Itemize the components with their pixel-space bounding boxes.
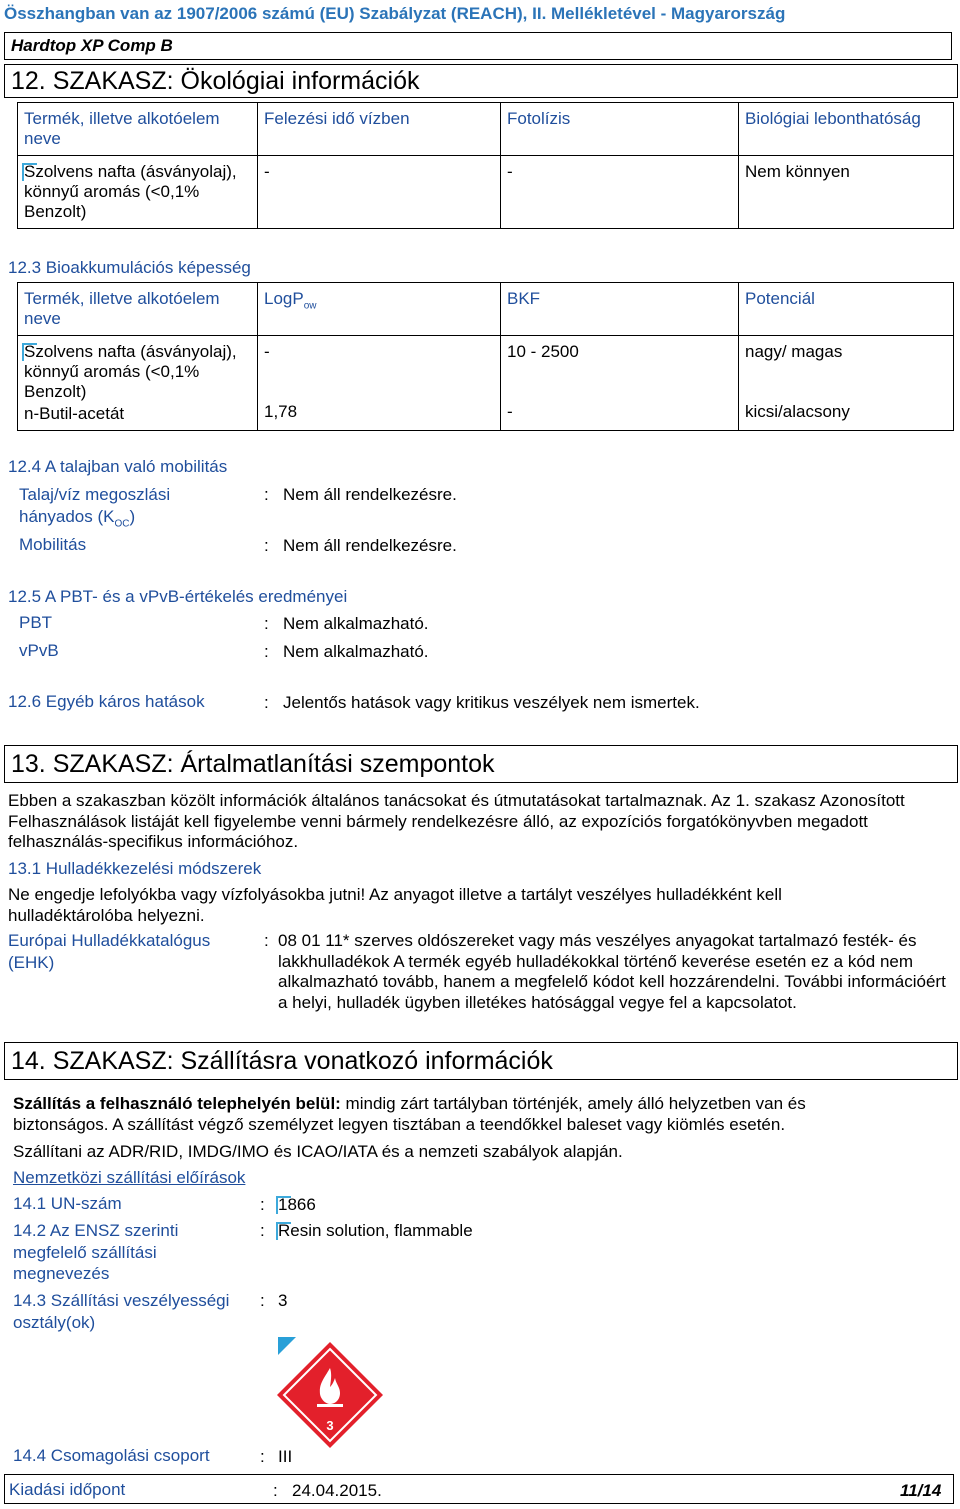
header-cell xyxy=(258,283,501,336)
potential-value: nagy/ magas xyxy=(745,342,843,361)
document-regulation-title: Összhangban van az 1907/2006 számú (EU) Szabályzat (REACH), II. Mellékletével - Magyarország xyxy=(4,4,786,23)
table-cell xyxy=(18,156,258,229)
colon: : xyxy=(273,1481,278,1500)
colon: : xyxy=(260,1291,265,1310)
shipping-name-value: Resin solution, flammable xyxy=(278,1221,473,1240)
header-cell: BKF xyxy=(501,283,739,336)
label-number: 3 xyxy=(326,1418,334,1433)
ehk-value: 08 01 11* szerves oldószereket vagy más veszélyes anyagokat tartalmazó festék- és lakkhulladékok A termék egyéb hulladékokkal történő keverése esetén ez a kód nem alkalmazható tovább, hanem a megfelelő kódot kell hozzárendelni. További információért a helyi, hulladék ügyben illetékes hatósággal vegye fel a kapcsolatot. xyxy=(278,931,946,1012)
packing-group-label: 14.4 Csomagolási csoport xyxy=(13,1446,210,1465)
table-row xyxy=(18,156,954,229)
page-number: 11/14 xyxy=(900,1481,942,1500)
colon: : xyxy=(264,485,269,504)
section-12-title: 12. SZAKASZ: Ökológiai információk xyxy=(11,67,420,95)
un-number-label: 14.1 UN-szám xyxy=(13,1194,122,1213)
logp-value: 1,78 xyxy=(264,402,298,421)
colon: : xyxy=(264,642,269,661)
onsite-transport-text: Szállítás a felhasználó telephelyén belül: mindig zárt tartályban történjék, amely álló helyzetben van és biztonságos. A szállítást végző személyzet legyen tisztában a teendőkkel baleset vagy kiömlés esetén. xyxy=(13,1094,806,1134)
koc-value: Nem áll rendelkezésre. xyxy=(283,485,457,504)
packing-group-value: III xyxy=(278,1447,293,1466)
product-name-box xyxy=(4,32,952,60)
international-regulations-link[interactable]: Nemzetközi szállítási előírások xyxy=(13,1168,246,1187)
adr-text: Szállítani az ADR/RID, IMDG/IMO és ICAO/IATA és a nemzeti szabályok alapján. xyxy=(13,1142,623,1161)
header-cell: Felezési idő vízben xyxy=(258,103,501,156)
pbt-label: PBT xyxy=(19,613,53,632)
pbt-value: Nem alkalmazható. xyxy=(283,614,429,633)
flammable-liquid-label-icon xyxy=(275,1340,385,1450)
waste-methods-title: 13.1 Hulladékkezelési módszerek xyxy=(8,859,262,878)
un-number-value: 1866 xyxy=(278,1195,316,1214)
onsite-transport-label: Szállítás a felhasználó telephelyén belül: xyxy=(13,1094,341,1113)
logp-subscript: ow xyxy=(303,300,317,312)
issue-date-label: Kiadási időpont xyxy=(9,1480,126,1499)
section-13-heading xyxy=(4,745,958,783)
other-effects-value: Jelentős hatások vagy kritikus veszélyek nem ismertek. xyxy=(283,693,700,712)
substance-name: Szolvens nafta (ásványolaj), könnyű aromás (<0,1% Benzolt) xyxy=(24,342,251,402)
table-cell xyxy=(258,336,501,431)
table-cell: - xyxy=(501,156,739,229)
colon: : xyxy=(260,1447,265,1466)
header-cell: Termék, illetve alkotóelem neve xyxy=(18,103,258,156)
logp-value: - xyxy=(264,342,270,361)
table-cell xyxy=(739,336,954,431)
bkf-value: 10 - 2500 xyxy=(507,342,579,361)
bkf-value: - xyxy=(507,402,513,421)
colon: : xyxy=(260,1221,265,1240)
mobility-title: 12.4 A talajban való mobilitás xyxy=(8,457,228,476)
table-header-row xyxy=(18,103,954,156)
hazard-class-value: 3 xyxy=(278,1291,288,1310)
bioaccumulation-title: 12.3 Bioakkumulációs képesség xyxy=(8,258,251,277)
colon: : xyxy=(264,931,269,950)
substance-name: n-Butil-acetát xyxy=(24,404,125,423)
header-cell: Biológiai lebonthatóság xyxy=(739,103,954,156)
section-14-heading xyxy=(4,1042,958,1080)
colon: : xyxy=(264,693,269,712)
other-effects-label: 12.6 Egyéb káros hatások xyxy=(8,692,205,711)
mobility-value: Nem áll rendelkezésre. xyxy=(283,536,457,555)
vpvb-label: vPvB xyxy=(19,641,59,660)
issue-date-value: 24.04.2015. xyxy=(292,1481,382,1500)
table-cell: Nem könnyen xyxy=(739,156,954,229)
colon: : xyxy=(260,1195,265,1214)
pbt-title: 12.5 A PBT- és a vPvB-értékelés eredményei xyxy=(8,587,348,606)
mobility-label: Mobilitás xyxy=(19,535,87,554)
vpvb-value: Nem alkalmazható. xyxy=(283,642,429,661)
degradation-table xyxy=(17,102,954,229)
section-13-intro: Ebben a szakaszban közölt információk általános tanácsokat és útmutatásokat tartalmaznak. Az 1. szakasz Azonosított Felhasználások listáját kell figyelembe venni bármely rendelkezésre álló, az expozíciós forgatókönyvben megadott felhasználás-specifikus információhoz. xyxy=(8,791,905,851)
shipping-name-label: 14.2 Az ENSZ szerinti megfelelő szállítási megnevezés xyxy=(13,1221,179,1283)
bioaccumulation-table xyxy=(17,282,954,431)
colon: : xyxy=(264,536,269,555)
table-cell xyxy=(18,336,258,431)
ehk-label: Európai Hulladékkatalógus (EHK) xyxy=(8,931,211,972)
potential-value: kicsi/alacsony xyxy=(745,402,850,421)
section-12-heading xyxy=(4,64,958,98)
koc-label: Talaj/víz megoszlási hányados $(K_{OC})$ xyxy=(19,485,171,530)
product-name: Hardtop XP Comp B xyxy=(11,36,173,55)
footer-box xyxy=(4,1474,954,1504)
logp-label: LogP xyxy=(264,289,304,308)
header-cell: Fotolízis xyxy=(501,103,739,156)
table-cell xyxy=(501,336,739,431)
table-header-row xyxy=(18,283,954,336)
section-14-title: 14. SZAKASZ: Szállításra vonatkozó információk xyxy=(11,1047,553,1075)
header-cell: Termék, illetve alkotóelem neve xyxy=(18,283,258,336)
hazard-class-label: 14.3 Szállítási veszélyességi osztály(ok) xyxy=(13,1291,230,1332)
table-row xyxy=(18,336,954,431)
waste-methods-text: Ne engedje lefolyókba vagy vízfolyásokba jutni! Az anyagot illetve a tartályt veszélyes hulladékként kell hulladéktárolóba helyezni. xyxy=(8,885,782,925)
table-cell: - xyxy=(258,156,501,229)
section-13-title: 13. SZAKASZ: Ártalmatlanítási szempontok xyxy=(11,750,495,778)
substance-name: Szolvens nafta (ásványolaj), könnyű aromás (<0,1% Benzolt) xyxy=(24,162,237,221)
koc-subscript: OC xyxy=(114,518,130,530)
header-cell: Potenciál xyxy=(739,283,954,336)
colon: : xyxy=(264,614,269,633)
